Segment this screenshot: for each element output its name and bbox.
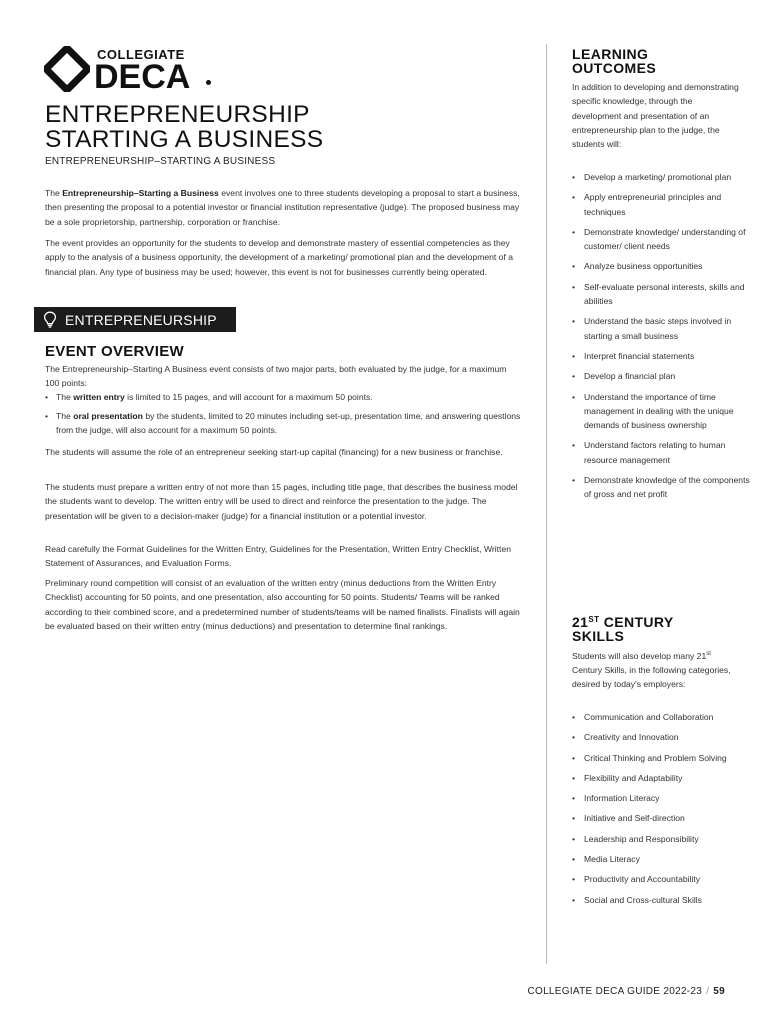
list-item: • Media Literacy <box>572 852 752 866</box>
list-item: • Initiative and Self-direction <box>572 811 752 825</box>
list-item: • Understand the importance of time management in dealing with the unique demands of business ownership <box>572 390 752 433</box>
logo-registered-dot <box>206 80 211 85</box>
list-item: • Communication and Collaboration <box>572 710 752 724</box>
list-item: • Social and Cross-cultural Skills <box>572 893 752 907</box>
overview-intro: The Entrepreneurship–Starting A Business event consists of two major parts, both evaluated by the judge, for a maximum 100 points: <box>45 364 507 389</box>
page-number: 59 <box>713 986 725 997</box>
list-item: • Productivity and Accountability <box>572 872 752 886</box>
page-subtitle: ENTREPRENEURSHIP–STARTING A BUSINESS <box>45 156 276 167</box>
list-item: • Critical Thinking and Problem Solving <box>572 751 752 765</box>
intro-paragraph-2: The event provides an opportunity for the students to develop and demonstrate mastery of essential competencies as they apply to the analysis of a business opportunity, the development of a marketing/ promotional plan and the development of a financial plan. Any type of business may be used; however, this event is not for businesses currently being operated. <box>45 238 514 277</box>
list-item: • Information Literacy <box>572 791 752 805</box>
overview-bullets-2 <box>45 409 523 438</box>
deca-diamond-icon <box>44 46 90 92</box>
learning-outcomes-intro: In addition to developing and demonstrating specific knowledge, through the development and presentation of an entrepreneurship plan to the judge, the students will: <box>572 82 739 150</box>
list-item: • Apply entrepreneurial principles and techniques <box>572 190 752 219</box>
logo-main-text: DECA <box>94 58 191 96</box>
overview-paragraph-5: Preliminary round competition will consist of an evaluation of the written entry (minus deductions from the Written Entry Checklist) accounting for 50 points, and one presentation, also accounting for 50 points. Students/ Teams will be ranked according to their combined score, and a predetermined number of students/teams will be named finalists. Finalists will again be evaluated based on their written entry (minus deductions) and presentation to determine final rankings. <box>45 578 520 631</box>
learning-outcomes-heading: LEARNING OUTCOMES <box>572 46 657 76</box>
list-item: • The written entry is limited to 15 pages, and will account for a maximum 50 points. <box>45 390 523 404</box>
event-name-bold: Entrepreneurship–Starting a Business <box>62 188 219 198</box>
list-item: • Creativity and Innovation <box>572 730 752 744</box>
footer-guide-title: COLLEGIATE DECA GUIDE 2022-23 <box>527 986 703 997</box>
list-item: • Understand factors relating to human resource management <box>572 438 752 467</box>
page-title-line1: ENTREPRENEURSHIP <box>45 101 310 128</box>
list-item: • Understand the basic steps involved in starting a small business <box>572 314 752 343</box>
list-item: • Demonstrate knowledge of the components of gross and net profit <box>572 473 752 502</box>
page-title-line2: STARTING A BUSINESS <box>45 126 324 153</box>
list-item: • Interpret financial statements <box>572 349 752 363</box>
column-divider <box>546 44 547 964</box>
list-item: • Self-evaluate personal interests, skills and abilities <box>572 280 752 309</box>
footer-separator: / <box>706 986 710 997</box>
intro-paragraph-1: The Entrepreneurship–Starting a Business event involves one to three students developing a proposal to start a business, then presenting the proposal to a potential investor or financial institution representative (judge). The proposed business may be a sole proprietorship, partnership, corporation or franchise. <box>45 188 520 227</box>
logo-top-text: COLLEGIATE <box>97 47 185 62</box>
century-skills-intro: Students will also develop many 21st Century Skills, in the following categories, desired by today's employers: <box>572 650 731 690</box>
list-item: • Develop a marketing/ promotional plan <box>572 170 752 184</box>
list-item: • Develop a financial plan <box>572 369 752 383</box>
overview-paragraph-4: Read carefully the Format Guidelines for the Written Entry, Guidelines for the Presentation, Written Entry Checklist, Written Statement of Assurances, and Evaluation Forms. <box>45 544 512 569</box>
banner-label: ENTREPRENEURSHIP <box>65 312 217 328</box>
list-item: • Leadership and Responsibility <box>572 832 752 846</box>
overview-bullets-1 <box>45 390 523 404</box>
overview-paragraph-3: The students must prepare a written entry of not more than 15 pages, including title page, that describes the business model the students want to develop. The written entry will be used to direct and reinforce the presentation to the judge. The presentation will be given to a decision-maker (judge) for a financial institution or a potential investor. <box>45 482 518 521</box>
event-overview-heading: EVENT OVERVIEW <box>45 343 184 360</box>
list-item: • Analyze business opportunities <box>572 259 752 273</box>
list-item: • Demonstrate knowledge/ understanding of customer/ client needs <box>572 225 752 254</box>
page-footer <box>527 986 725 997</box>
overview-paragraph-2: The students will assume the role of an entrepreneur seeking start-up capital (financing) for a new business or franchise. <box>45 447 503 457</box>
list-item: • Flexibility and Adaptability <box>572 771 752 785</box>
century-skills-list <box>572 710 752 913</box>
learning-outcomes-list <box>572 170 752 508</box>
collegiate-deca-logo <box>44 44 224 96</box>
lightbulb-icon <box>43 311 57 328</box>
century-skills-heading: 21ST CENTURY SKILLS <box>572 614 674 644</box>
category-banner <box>34 307 236 332</box>
list-item: • The oral presentation by the students, limited to 20 minutes including set-up, presentation time, and answering questions from the judge, will also account for a maximum 50 points. <box>45 409 523 438</box>
page-title <box>45 102 323 152</box>
